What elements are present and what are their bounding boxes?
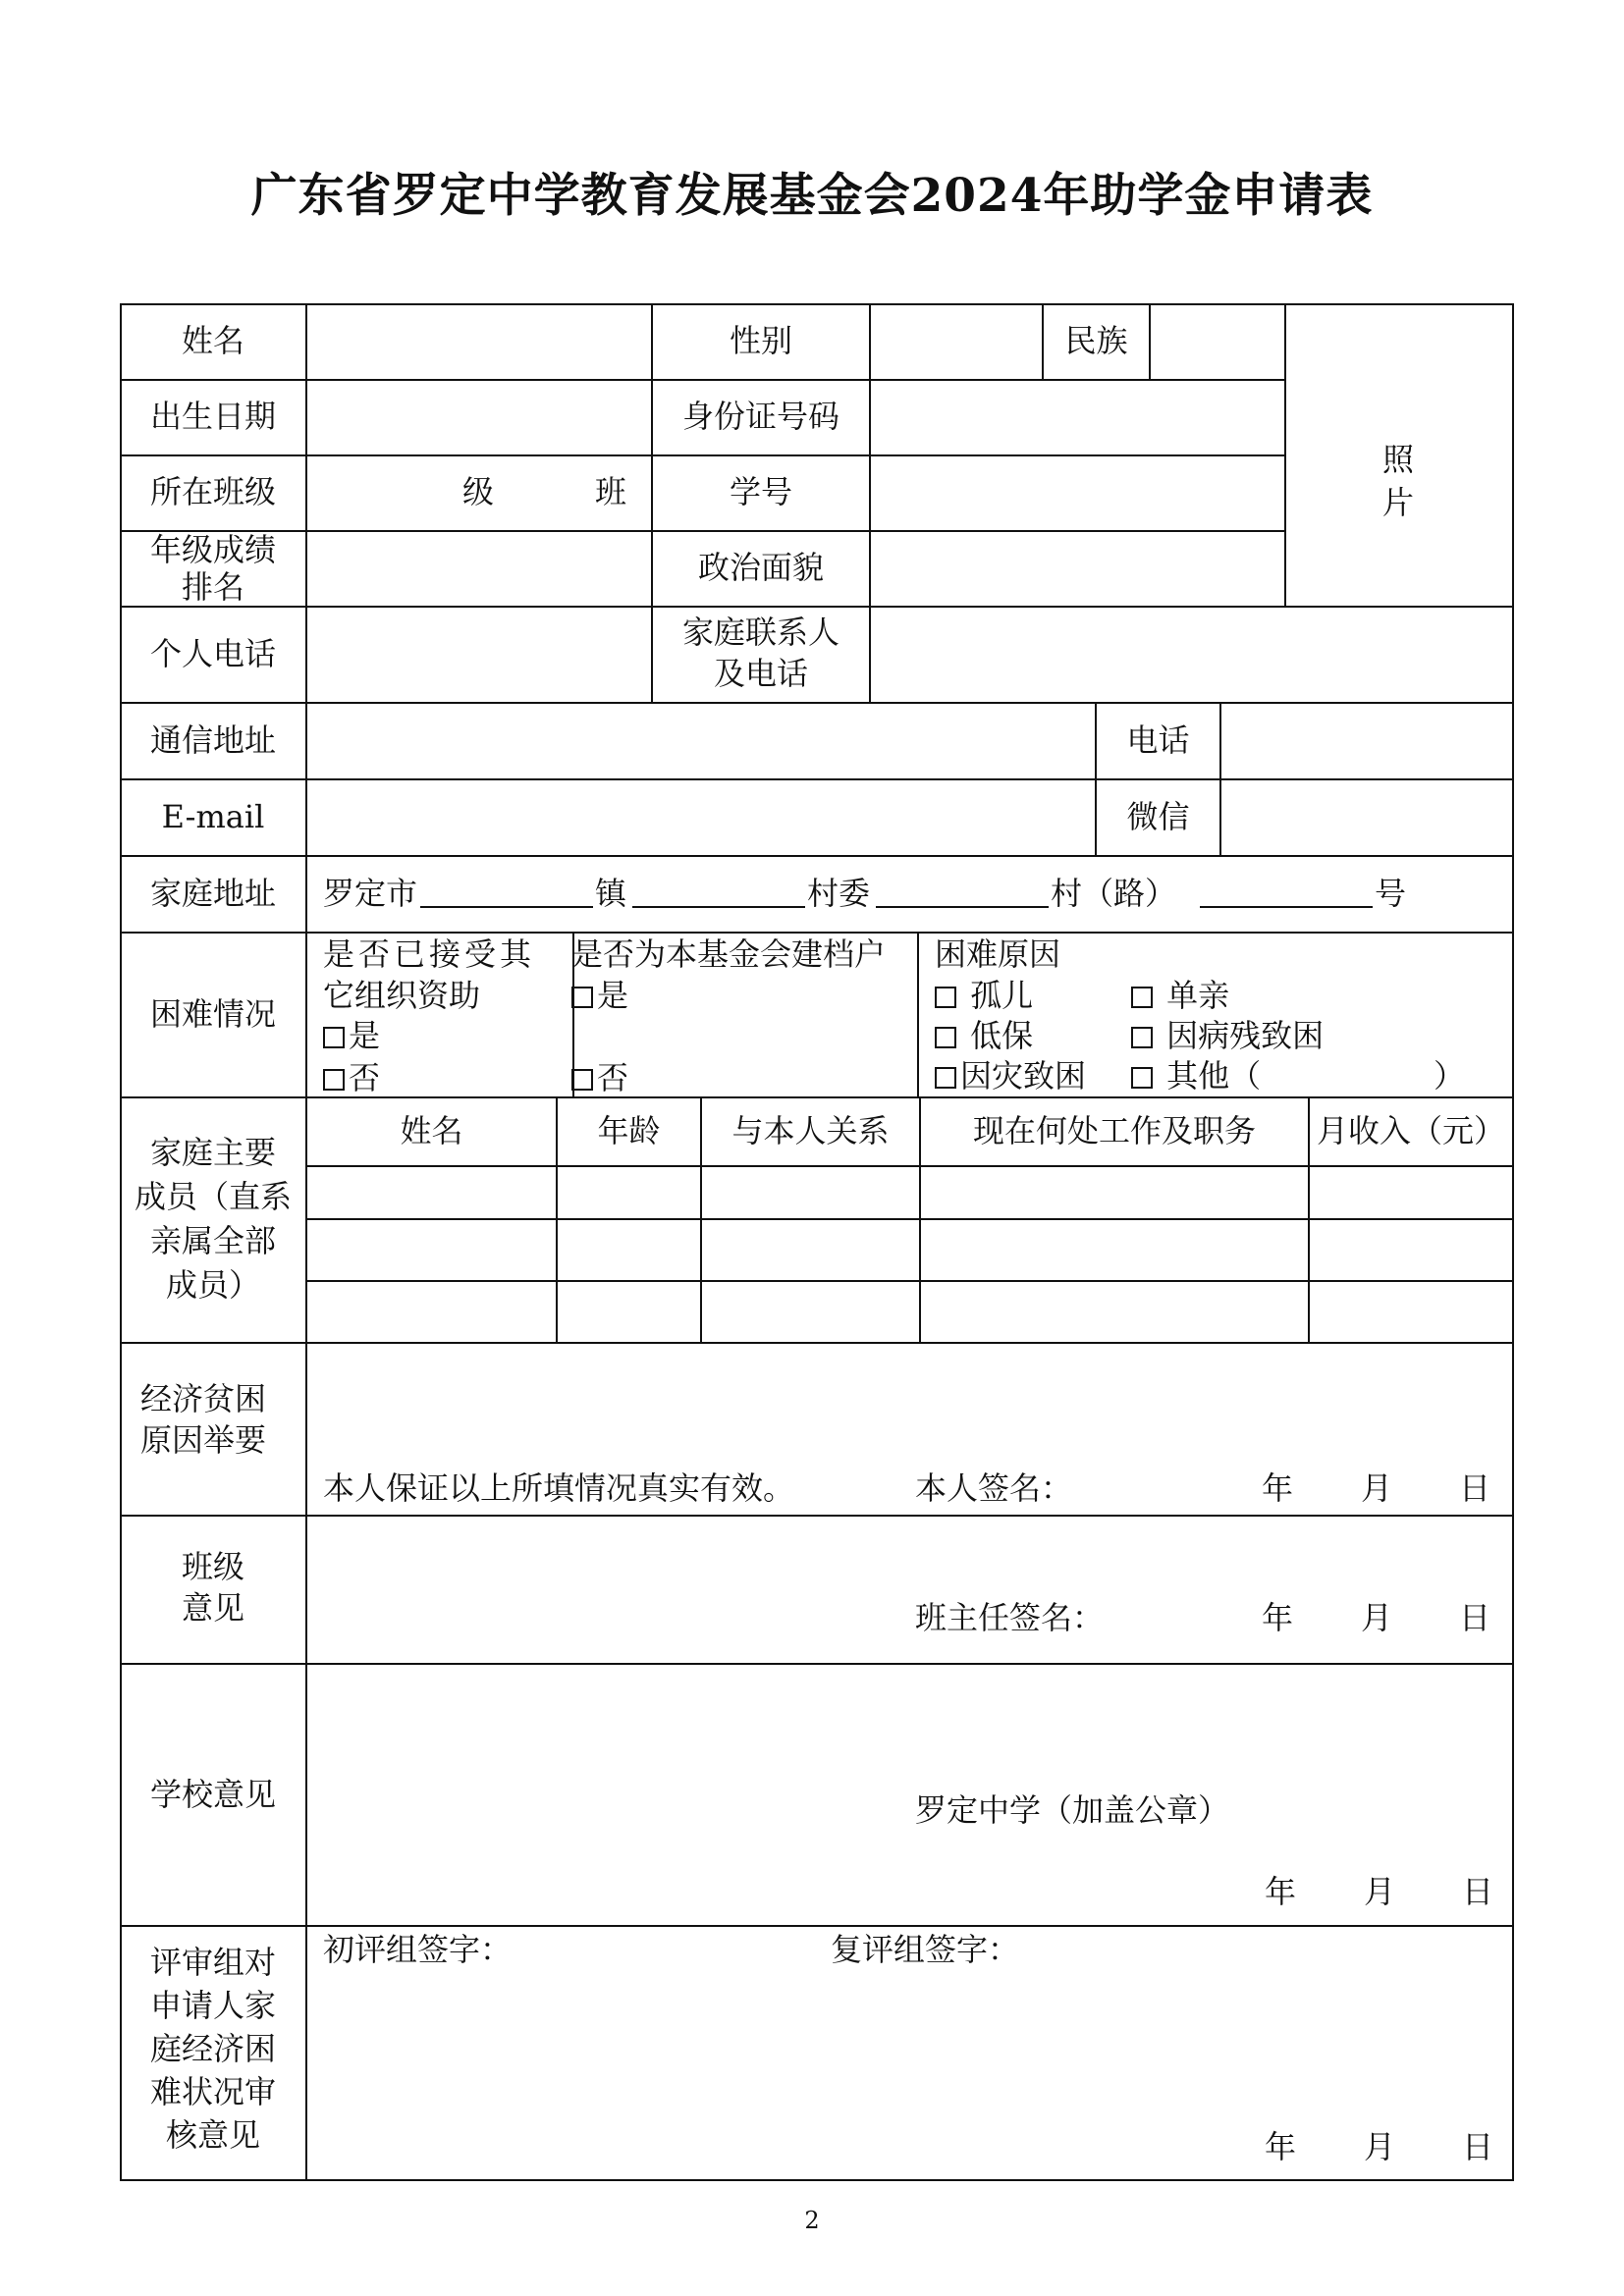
photo-label: 照 片 <box>1381 441 1414 521</box>
reason-illness[interactable]: 因病残致困 <box>1131 1015 1324 1056</box>
date-year: 年 <box>1265 2128 1297 2165</box>
rank-label: 年级成绩 排名 <box>149 531 276 606</box>
checkbox-icon[interactable] <box>935 1027 956 1048</box>
addr-number-blank <box>1200 906 1373 908</box>
reason-other[interactable]: 其他（ <box>1131 1055 1261 1096</box>
checkbox-icon[interactable] <box>571 987 593 1008</box>
class-label: 所在班级 <box>149 473 276 510</box>
reasons-title: 困难原因 <box>935 935 1061 973</box>
hardship-label: 困难情况 <box>149 995 276 1033</box>
row-line <box>305 1165 1514 1167</box>
home-address-label: 家庭地址 <box>149 875 276 912</box>
mail-address-label: 通信地址 <box>149 721 276 759</box>
date-month: 月 <box>1361 1599 1393 1636</box>
applicant-signature-label: 本人签名： <box>915 1469 1073 1507</box>
addr-committee-blank <box>632 906 805 908</box>
members-header-age: 年龄 <box>597 1112 661 1149</box>
checkbox-icon[interactable] <box>1131 1067 1153 1089</box>
personal-phone-label: 个人电话 <box>149 635 276 672</box>
review-label: 评审组对 申请人家 庭经济困 难状况审 核意见 <box>149 1944 276 2154</box>
addr-number: 号 <box>1375 875 1407 912</box>
reason-disaster[interactable]: 因灾致困 <box>935 1055 1086 1096</box>
initial-review-signature: 初评组签字： <box>323 1931 513 1968</box>
email-label: E-mail <box>161 798 265 835</box>
q2-no-option[interactable]: 否 <box>571 1057 628 1098</box>
checkbox-icon[interactable] <box>323 1069 345 1091</box>
table-border-bottom <box>120 2179 1514 2181</box>
row-line <box>120 855 1514 857</box>
addr-town: 镇 <box>595 875 627 912</box>
checkbox-icon[interactable] <box>1131 987 1153 1008</box>
date-day: 日 <box>1462 2128 1494 2165</box>
date-year: 年 <box>1265 1873 1297 1910</box>
school-seal-text: 罗定中学（加盖公章） <box>915 1791 1230 1829</box>
q1-line2: 它组织资助 <box>323 977 481 1014</box>
row-line <box>120 1925 1514 1927</box>
row-line <box>120 1515 1514 1517</box>
row-line <box>120 778 1514 780</box>
members-label: 家庭主要 成员（直系 亲属全部 成员） <box>134 1134 292 1304</box>
reason-single-parent[interactable]: 单亲 <box>1131 975 1229 1016</box>
date-month: 月 <box>1364 1873 1396 1910</box>
date-month: 月 <box>1361 1469 1393 1507</box>
addr-village: 村（路） <box>1051 875 1177 912</box>
col-line <box>917 932 919 1096</box>
pledge-text: 本人保证以上所填情况真实有效。 <box>323 1469 795 1507</box>
row-line <box>120 1342 1514 1344</box>
members-header-name: 姓名 <box>400 1112 463 1149</box>
wechat-label: 微信 <box>1126 798 1190 835</box>
q1-no-option[interactable]: 否 <box>323 1057 380 1098</box>
checkbox-icon[interactable] <box>323 1027 345 1048</box>
id-number-label: 身份证号码 <box>681 398 839 435</box>
birth-date-label: 出生日期 <box>149 398 276 435</box>
q2-question: 是否为本基金会建档户 <box>571 935 887 973</box>
row-line <box>120 1663 1514 1665</box>
members-header-income: 月收入（元） <box>1316 1112 1505 1149</box>
members-header-job: 现在何处工作及职务 <box>972 1112 1256 1149</box>
date-year: 年 <box>1262 1599 1294 1636</box>
gender-label: 性别 <box>729 322 792 359</box>
ethnicity-label: 民族 <box>1064 322 1128 359</box>
page-number: 2 <box>804 2207 820 2234</box>
form-title: 广东省罗定中学教育发展基金会2024年助学金申请表 <box>250 169 1374 223</box>
family-contact-label: 家庭联系人 及电话 <box>681 614 839 692</box>
phone-label: 电话 <box>1126 721 1190 759</box>
teacher-signature-label: 班主任签名： <box>915 1599 1105 1636</box>
political-label: 政治面貌 <box>697 549 824 586</box>
date-day: 日 <box>1462 1873 1494 1910</box>
addr-town-blank <box>420 906 593 908</box>
q2-yes-option[interactable]: 是 <box>571 975 628 1016</box>
application-form <box>120 303 1514 2181</box>
addr-committee: 村委 <box>807 875 871 912</box>
reason-low-income[interactable]: 低保 <box>935 1015 1033 1056</box>
checkbox-icon[interactable] <box>571 1069 593 1091</box>
checkbox-icon[interactable] <box>935 987 956 1008</box>
addr-city: 罗定市 <box>323 875 418 912</box>
student-no-label: 学号 <box>729 473 792 510</box>
addr-village-blank <box>876 906 1049 908</box>
q1-line1: 是否已接受其 <box>323 935 536 973</box>
date-day: 日 <box>1459 1599 1491 1636</box>
row-line <box>120 702 1514 704</box>
class-opinion-label: 班级 意见 <box>181 1548 244 1627</box>
table-border-top <box>120 303 1514 305</box>
reason-other-close: ） <box>1434 1057 1466 1095</box>
members-header-relation: 与本人关系 <box>731 1112 890 1149</box>
row-line <box>305 1280 1514 1282</box>
economic-label: 经济贫困 原因举要 <box>139 1380 266 1459</box>
reason-orphan[interactable]: 孤儿 <box>935 975 1033 1016</box>
checkbox-icon[interactable] <box>935 1067 956 1089</box>
checkbox-icon[interactable] <box>1131 1027 1153 1048</box>
name-label: 姓名 <box>181 322 244 359</box>
date-year: 年 <box>1262 1469 1294 1507</box>
date-month: 月 <box>1364 2128 1396 2165</box>
row-line <box>305 1218 1514 1220</box>
row-line <box>120 606 1514 608</box>
second-review-signature: 复评组签字： <box>831 1931 1020 1968</box>
date-day: 日 <box>1459 1469 1491 1507</box>
col-line <box>1284 303 1286 606</box>
q1-yes-option[interactable]: 是 <box>323 1015 380 1056</box>
school-opinion-label: 学校意见 <box>149 1776 276 1813</box>
class-word: 班 <box>595 473 627 510</box>
grade-word: 级 <box>462 473 495 510</box>
table-border-right <box>1512 303 1514 2181</box>
row-line <box>120 454 1286 456</box>
row-line <box>120 379 1286 381</box>
